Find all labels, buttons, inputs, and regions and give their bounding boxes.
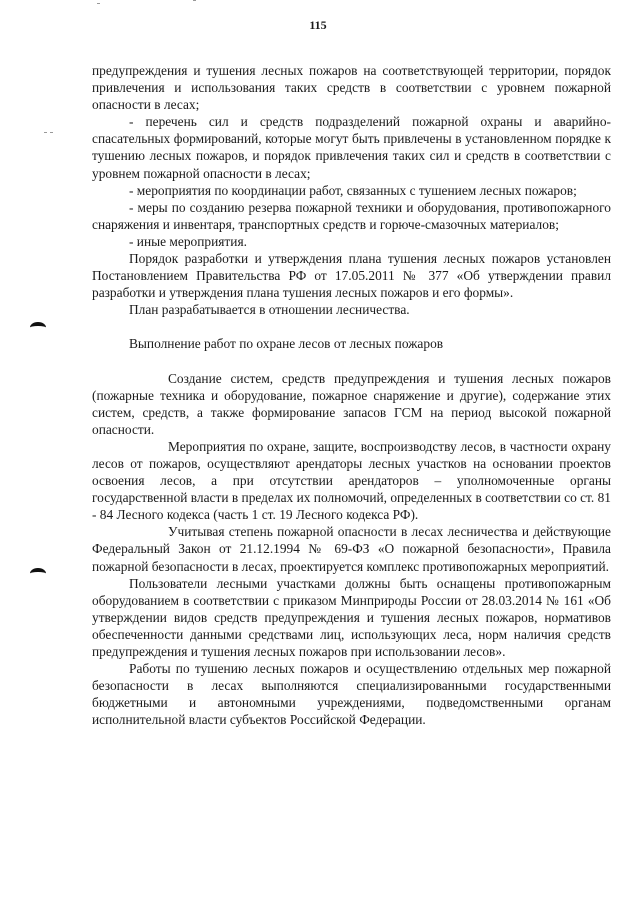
binding-hole-mark (30, 568, 46, 579)
scan-speck (44, 132, 47, 133)
paragraph-6: Порядок разработки и утверждения плана тушения лесных пожаров установлен Постановлением Правительства РФ от 17.05.2011 № 377 «Об утверждении правил разработки и утверждения плана тушения лесных пожаров и его формы». (92, 251, 611, 301)
page-number: 115 (309, 18, 327, 32)
scan-speck (50, 132, 53, 133)
paragraph-11: Пользователи лесными участками должны быть оснащены противопожарным оборудованием в соответствии с приказом Минприроды России от 28.03.2014 № 161 «Об утверждении видов средств предупреждения и тушения лесных пожаров, нормативов обеспеченности данными средствами лиц, использующих леса, норм наличия средств предупреждения и тушения лесных пожаров при использовании лесов». (92, 575, 611, 659)
paragraph-12: Работы по тушению лесных пожаров и осуществлению отдельных мер пожарной безопасности в лесах выполняются специализированными государственными бюджетными и автономными учреждениями, подведомственными органам исполнительной власти субъектов Российской Федерации. (92, 661, 611, 728)
paragraph-8: Создание систем, средств предупреждения и тушения лесных пожаров (пожарные техника и оборудование, пожарное снаряжение и другие), содержание этих систем, средств, а также формирование запасов ГСМ на период высокой пожарной опасности. (92, 370, 611, 437)
document-body (92, 62, 611, 728)
paragraph-9: Мероприятия по охране, защите, воспроизводству лесов, в частности охрану лесов от пожаров, осуществляют арендаторы лесных участков на основании проектов освоения лесов, а при отсутствии арендаторов – уполномоченные органы государственной власти в пределах их полномочий, определенных в соответствии со ст. 81 - 84 Лесного кодекса (часть 1 ст. 19 Лесного кодекса РФ). (92, 438, 611, 523)
scan-speck (97, 3, 100, 4)
paragraph-4: - меры по созданию резерва пожарной техники и оборудования, противопожарного снаряжения и инвентаря, транспортных средств и горюче-смазочных материалов; (92, 199, 611, 232)
scan-speck (193, 0, 196, 1)
binding-hole-mark (30, 322, 46, 333)
paragraph-1: предупреждения и тушения лесных пожаров на соответствующей территории, порядок привлечения и использования таких средств в соответствии с уровнем пожарной опасности в лесах; (92, 63, 611, 113)
paragraph-5: - иные мероприятия. (129, 233, 247, 249)
paragraph-7: План разрабатывается в отношении лесничества. (129, 302, 410, 318)
paragraph-3: - мероприятия по координации работ, связанных с тушением лесных пожаров; (129, 182, 577, 198)
section-heading: Выполнение работ по охране лесов от лесных пожаров (129, 336, 444, 352)
paragraph-10: Учитывая степень пожарной опасности в лесах лесничества и действующие Федеральный Закон от 21.12.1994 № 69-ФЗ «О пожарной безопасности», Правила пожарной безопасности в лесах, проектируется комплекс противопожарных мероприятий. (92, 524, 611, 574)
paragraph-2: - перечень сил и средств подразделений пожарной охраны и аварийно-спасательных формирований, которые могут быть привлечены в установленном порядке к тушению лесных пожаров, и порядок привлечения таких сил и средств в соответствии с уровнем пожарной опасности в лесах; (92, 114, 611, 181)
